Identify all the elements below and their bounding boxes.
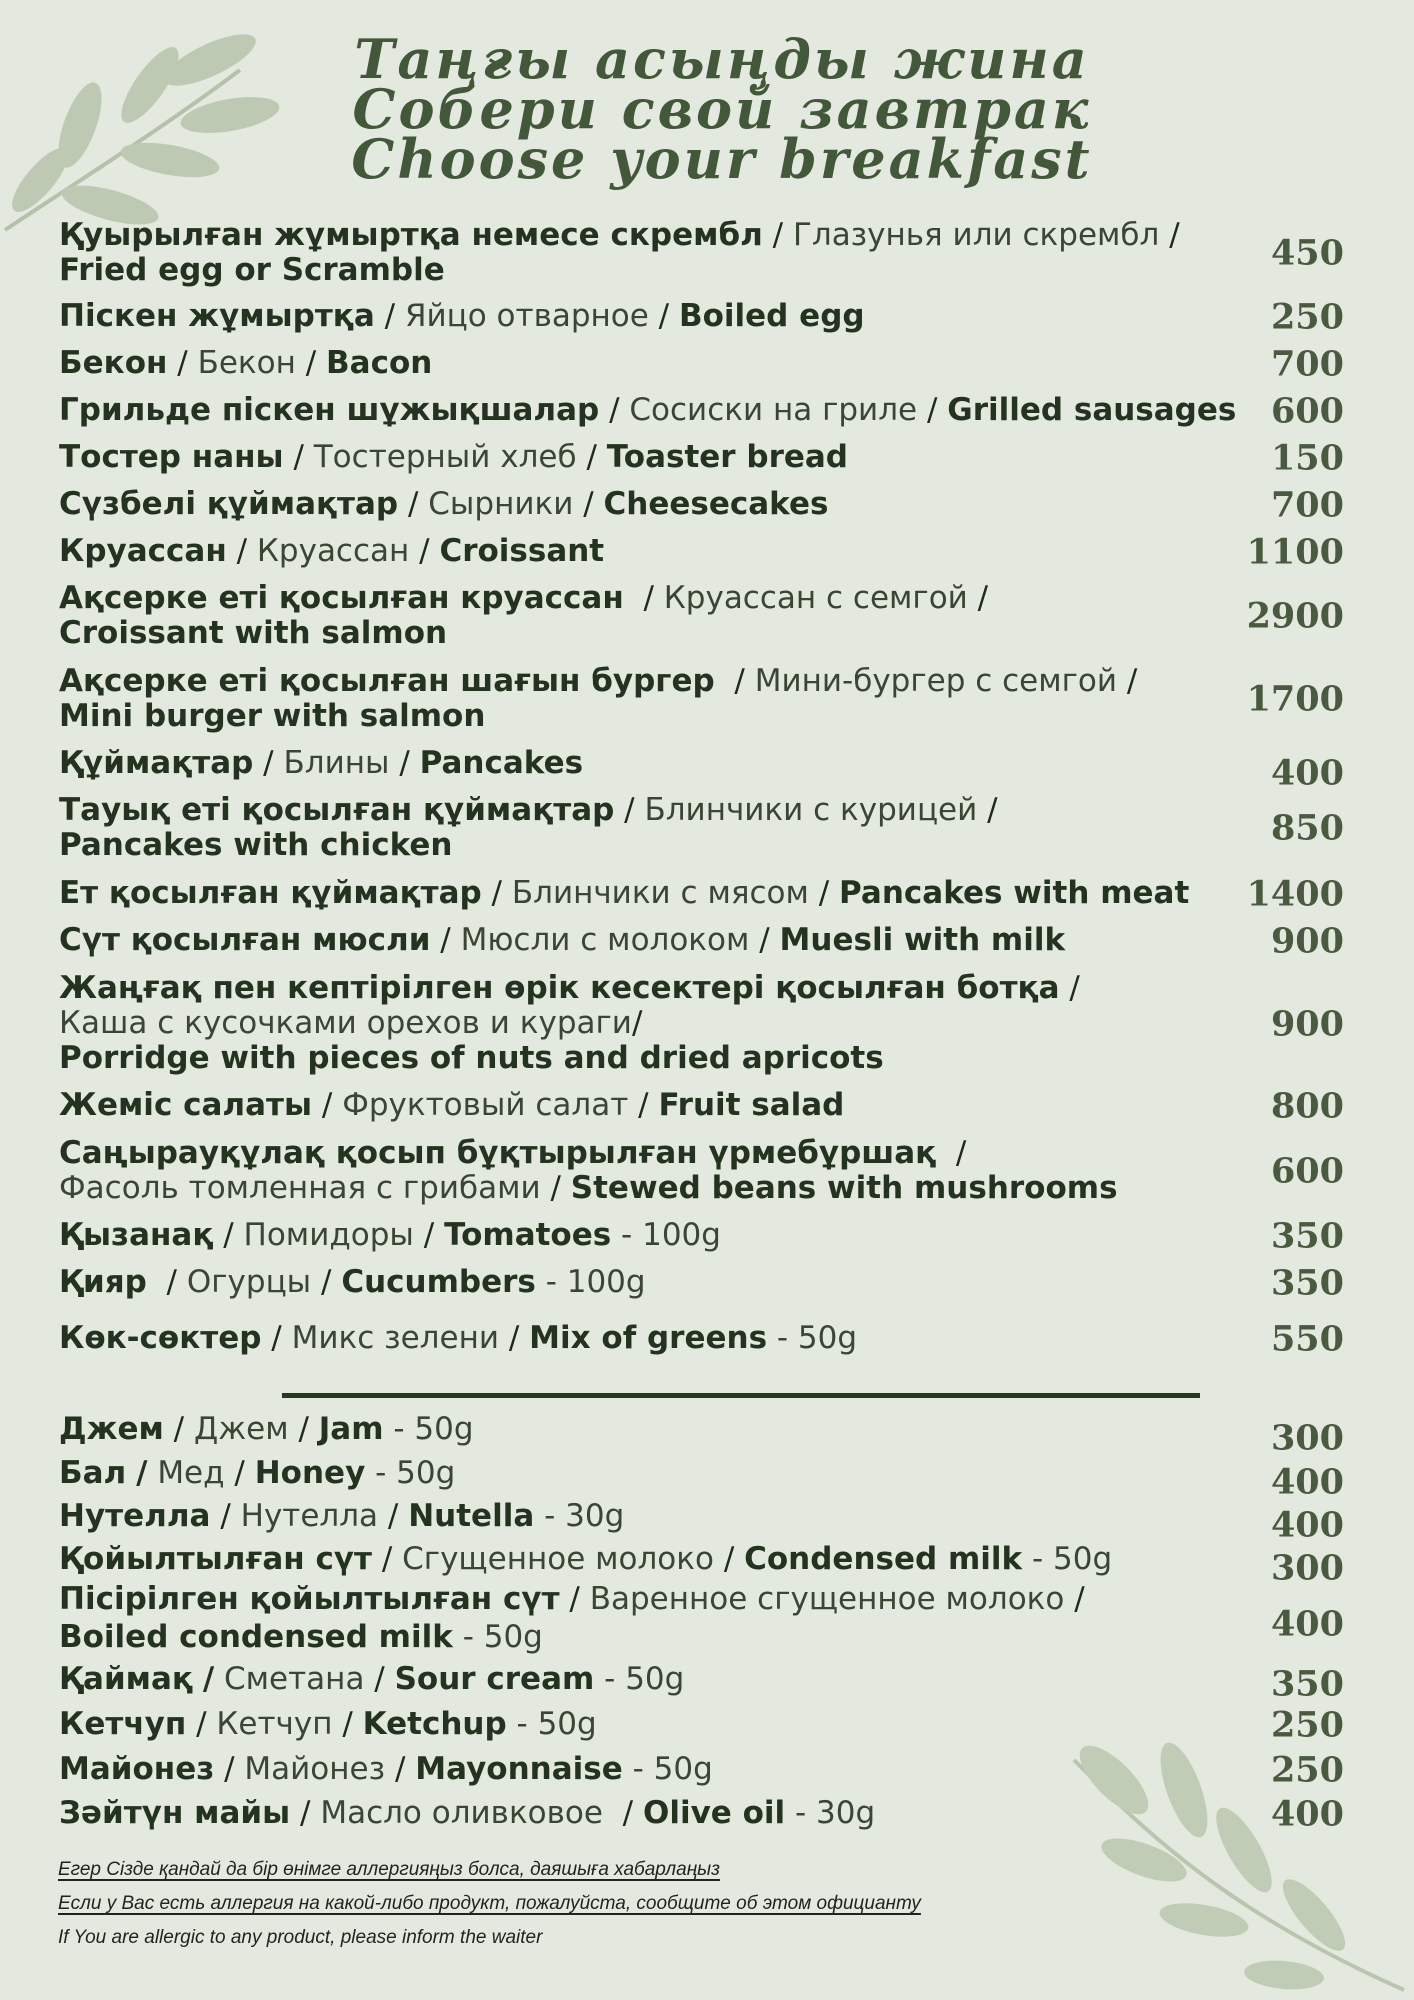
item-price: 400 (1270, 752, 1344, 794)
item-price: 900 (1270, 920, 1344, 962)
item-price: 250 (1270, 1704, 1344, 1746)
extra-item: Пісірілген қойылтылған сүт / Варенное сгущенное молоко / Boiled condensed milk - 50g 400 (59, 1581, 1344, 1655)
menu-item: Жаңғақ пен кептірілген өрік кесектері қосылған ботқа / Каша с кусочками орехов и кураги/ Porridge with pieces of nuts and dried apricots 900 (59, 970, 1344, 1076)
item-price: 1700 (1246, 678, 1344, 720)
extra-item: Кетчуп / Кетчуп / Ketchup - 50g 250 (59, 1704, 1344, 1746)
item-price: 700 (1270, 343, 1344, 385)
item-price: 900 (1270, 1003, 1344, 1045)
item-price: 300 (1270, 1547, 1344, 1589)
item-price: 350 (1270, 1663, 1344, 1705)
item-price: 1400 (1246, 873, 1344, 915)
extra-item: Нутелла / Нутелла / Nutella - 30g 400 (59, 1498, 1344, 1546)
item-price: 450 (1270, 232, 1344, 274)
allergy-notes (58, 1857, 921, 1959)
item-price: 550 (1270, 1318, 1344, 1360)
menu-item: Ақсерке еті қосылған круассан / Круассан с семгой / Croissant with salmon 2900 (59, 580, 1344, 651)
menu-item: Сүт қосылған мюсли / Мюсли с молоком / Muesli with milk 900 (59, 920, 1344, 962)
menu-item: Саңырауқұлақ қосып бұқтырылған үрмебұршақ / Фасоль томленная с грибами / Stewed beans with mushrooms 600 (59, 1135, 1344, 1206)
extra-item: Бал / Мед / Honey - 50g 400 (59, 1455, 1344, 1503)
extra-item: Зәйтүн майы / Масло оливковое / Olive oil - 30g 400 (59, 1793, 1344, 1835)
extra-item: Қаймақ / Сметана / Sour cream - 50g 350 (59, 1661, 1344, 1705)
extra-item: Джем / Джем / Jam - 50g 300 (59, 1411, 1344, 1459)
item-price: 300 (1270, 1417, 1344, 1459)
item-price: 350 (1270, 1215, 1344, 1257)
item-price: 600 (1270, 1150, 1344, 1192)
item-price: 400 (1270, 1603, 1344, 1645)
title-kazakh: Таңғы асыңды жина (354, 27, 1090, 91)
item-price: 400 (1270, 1461, 1344, 1503)
allergy-note-english: If You are allergic to any product, please inform the waiter (58, 1927, 543, 1948)
menu-item: Тостер наны / Тостерный хлеб / Toaster bread 150 (59, 437, 1344, 479)
item-price: 850 (1270, 807, 1344, 849)
section-divider (282, 1393, 1200, 1398)
menu-item: Ақсерке еті қосылған шағын бургер / Мини-бургер с семгой / Mini burger with salmon 1700 (59, 663, 1344, 734)
menu-item: Қияр / Огурцы / Cucumbers - 100g 350 (59, 1262, 1344, 1304)
item-price: 400 (1270, 1793, 1344, 1835)
menu-item: Грильде піскен шұжықшалар / Сосиски на гриле / Grilled sausages 600 (59, 390, 1344, 432)
extra-item: Майонез / Майонез / Mayonnaise - 50g 250 (59, 1749, 1344, 1791)
item-price: 600 (1270, 390, 1344, 432)
menu-item: Құймақтар / Блины / Pancakes 400 (59, 745, 1344, 794)
menu-item: Сүзбелі құймақтар / Сырники / Cheesecakes 700 (59, 484, 1344, 526)
item-price: 1100 (1246, 531, 1344, 573)
menu-item: Ет қосылған құймақтар / Блинчики с мясом / Pancakes with meat 1400 (59, 873, 1344, 915)
menu-item: Тауық еті қосылған құймақтар / Блинчики с курицей / Pancakes with chicken 850 (59, 792, 1344, 863)
menu-item: Қуырылған жұмыртқа немесе скрембл / Глазунья или скрембл / Fried egg or Scramble 450 (59, 217, 1344, 288)
item-price: 250 (1270, 1749, 1344, 1791)
item-price: 400 (1270, 1504, 1344, 1546)
item-price: 150 (1270, 437, 1344, 479)
title-russian: Собери свой завтрак (352, 77, 1092, 141)
menu-item: Қызанақ / Помидоры / Tomatoes - 100g 350 (59, 1215, 1344, 1257)
menu-item: Жеміс салаты / Фруктовый салат / Fruit salad 800 (59, 1085, 1344, 1127)
menu-item: Бекон / Бекон / Bacon 700 (59, 343, 1344, 385)
item-price: 2900 (1246, 595, 1344, 637)
item-price: 800 (1270, 1085, 1344, 1127)
extra-item: Қойылтылған сүт / Сгущенное молоко / Condensed milk - 50g 300 (59, 1541, 1344, 1589)
item-price: 700 (1270, 484, 1344, 526)
title-english: Choose your breakfast (351, 127, 1093, 191)
allergy-note-russian: Если у Вас есть аллергия на какой-либо продукт, пожалуйста, сообщите об этом официанту (58, 1893, 921, 1914)
item-price: 350 (1270, 1262, 1344, 1304)
item-price: 250 (1270, 296, 1344, 338)
menu-title (15, 27, 1414, 191)
menu-item: Піскен жұмыртқа / Яйцо отварное / Boiled egg 250 (59, 296, 1344, 338)
allergy-note-kazakh: Егер Сізде қандай да бір өнімге аллергияңыз болса, даяшыға хабарлаңыз (58, 1859, 720, 1880)
menu-item: Круассан / Круассан / Croissant 1100 (59, 531, 1344, 573)
menu-item: Көк-сөктер / Микс зелени / Mix of greens - 50g 550 (59, 1318, 1344, 1360)
